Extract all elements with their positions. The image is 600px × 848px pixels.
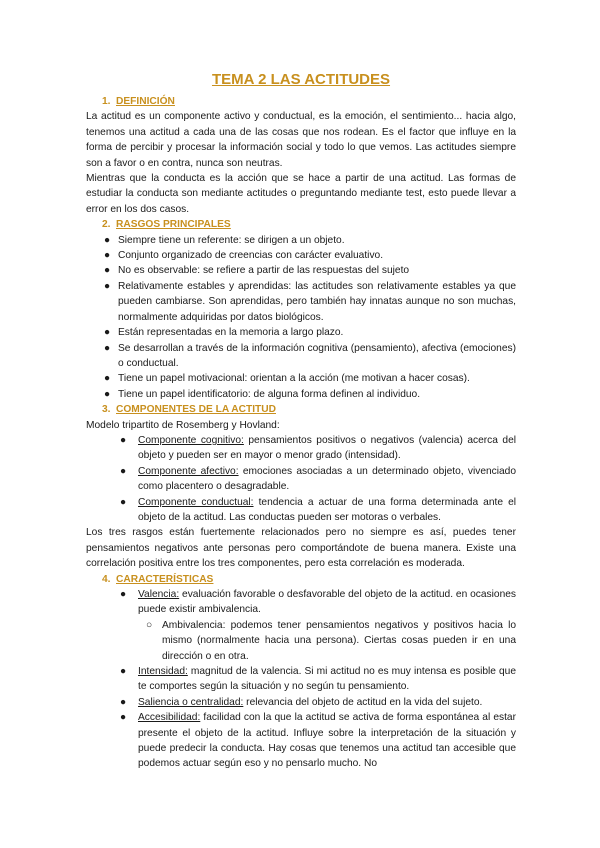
circle-bullet-icon: ○	[146, 619, 153, 631]
section-number: 3.	[102, 404, 111, 416]
bullet-icon: ●	[104, 265, 111, 277]
bullet-icon: ●	[120, 434, 127, 446]
bullet-icon: ●	[104, 342, 111, 354]
bullet-icon: ●	[104, 373, 111, 385]
section-label: RASGOS PRINCIPALES	[116, 219, 231, 231]
paragraph: Mientras que la conducta es la acción que se hace a partir de una actitud. Las formas de estudiar la conducta son mediante actitudes o preguntando mediante test, esto puede llevar a error en los dos casos.	[86, 173, 516, 215]
bullet-icon: ●	[104, 388, 111, 400]
list-item: ● Valencia: evaluación favorable o desfavorable del objeto de la actitud. en ocasiones puede existir ambivalencia.	[120, 589, 516, 616]
rasgos-list	[86, 233, 516, 402]
term: Componente afectivo:	[138, 465, 239, 477]
bullet-icon: ●	[120, 465, 127, 477]
list-item: ● Tiene un papel motivacional: orientan a la acción (me motivan a hacer cosas).	[86, 371, 516, 386]
term: Accesibilidad:	[138, 712, 201, 724]
section-label: COMPONENTES DE LA ACTITUD	[116, 404, 276, 416]
componentes-list	[86, 433, 516, 525]
bullet-icon: ●	[104, 280, 111, 292]
bullet-icon: ●	[120, 666, 127, 678]
document-page	[86, 70, 516, 772]
list-item: ● Están representadas en la memoria a largo plazo.	[86, 325, 516, 340]
term: Intensidad:	[138, 666, 188, 678]
paragraph: Modelo tripartito de Rosemberg y Hovland:	[86, 419, 280, 431]
list-item: ● Conjunto organizado de creencias con carácter evaluativo.	[86, 248, 516, 263]
list-item: ● Siempre tiene un referente: se dirigen a un objeto.	[86, 233, 516, 248]
bullet-icon: ●	[104, 234, 111, 246]
term: Componente conductual:	[138, 496, 254, 508]
page-title: TEMA 2 LAS ACTITUDES	[211, 71, 391, 88]
term: Componente cognitivo:	[138, 434, 244, 446]
bullet-icon: ●	[120, 712, 127, 724]
caracteristicas-list	[86, 587, 516, 772]
section-heading-rasgos	[86, 217, 516, 232]
section-heading-caracteristicas	[86, 572, 516, 587]
section-heading-componentes	[86, 402, 516, 417]
term: Valencia:	[138, 589, 180, 600]
bullet-icon: ●	[104, 250, 111, 262]
section-label: CARACTERÍSTICAS	[116, 573, 214, 585]
section-heading-definicion	[86, 94, 516, 109]
section-number: 4.	[102, 573, 111, 585]
list-item: ● Componente conductual: tendencia a actuar de una forma determinada ante el objeto de la actitud. Las conductas pueden ser motoras o verbales.	[120, 496, 516, 523]
paragraph: Los tres rasgos están fuertemente relacionados pero no siempre es así, puedes tener pensamientos negativos ante personas pero comportándote de buena manera. Existe una correlación positiva entre los tres componentes, pero esta correlación es moderada.	[86, 527, 516, 570]
paragraph: La actitud es un componente activo y conductual, es la emoción, el sentimiento... hacia algo, tenemos una actitud a cada una de las cosas que nos rodean. Es el factor que influye en la forma de percibir y procesar la información social y todo lo que vemos. Las actitudes siempre son a favor o en contra, nunca son neutras.	[86, 111, 516, 169]
list-item: ○ Ambivalencia: podemos tener pensamientos negativos y positivos hacia lo mismo (normalmente hacia una persona). Ciertas cosas pueden ir en una dirección o en otra.	[146, 619, 516, 662]
list-item: ● Intensidad: magnitud de la valencia. Si mi actitud no es muy intensa es posible que te comportes según la situación y no según tu pensamiento.	[120, 666, 516, 693]
section-number: 1.	[102, 96, 111, 107]
list-item: ● Tiene un papel identificatorio: de alguna forma definen al individuo.	[86, 387, 516, 402]
list-item: ● Componente afectivo: emociones asociadas a un determinado objeto, vivenciado como placentero o desagradable.	[120, 465, 517, 493]
term: Saliencia o centralidad:	[138, 696, 244, 708]
bullet-icon: ●	[120, 496, 127, 508]
bullet-icon: ●	[120, 696, 127, 708]
list-item: ● No es observable: se refiere a partir de las respuestas del sujeto	[86, 263, 516, 278]
list-item: ● Saliencia o centralidad: relevancia del objeto de actitud en la vida del sujeto.	[86, 695, 516, 710]
list-item: ● Se desarrollan a través de la información cognitiva (pensamiento), afectiva (emociones) o conductual.	[104, 342, 516, 369]
list-item: ● Componente cognitivo: pensamientos positivos o negativos (valencia) acerca del objeto y pueden ser en mayor o menor grado (intensidad).	[120, 434, 516, 462]
list-item: ● Relativamente estables y aprendidas: las actitudes son relativamente estables ya que pueden cambiarse. Son aprendidas, pero también hay innatas aunque no son muchas, normalmente adquiridas por datos biológicos.	[104, 280, 516, 323]
bullet-icon: ●	[120, 589, 127, 600]
section-number: 2.	[102, 219, 111, 231]
bullet-icon: ●	[104, 327, 111, 339]
section-label: DEFINICIÓN	[116, 96, 175, 107]
list-item: ● Accesibilidad: facilidad con la que la actitud se activa de forma espontánea al estar presente el objeto de la actitud. Influye sobre la interpretación de la situación y puede predecir la conducta. Hay cosas que tenemos una actitud tan accesible que podemos actuar según eso y no pensarlo mucho. No	[120, 712, 516, 770]
